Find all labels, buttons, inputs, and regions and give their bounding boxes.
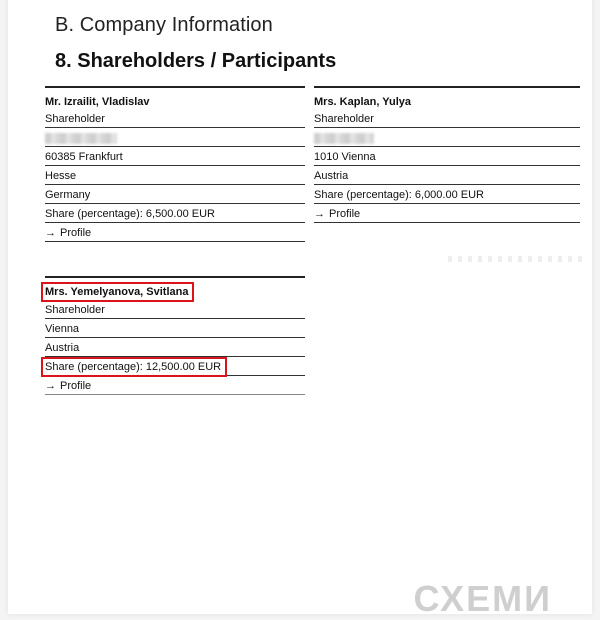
blurred-address-icon — [45, 133, 117, 144]
shareholder-city: 60385 Frankfurt — [45, 147, 305, 166]
shareholder-role: Shareholder — [45, 109, 305, 128]
section-title: B. Company Information — [55, 14, 273, 36]
shareholder-name-wrap — [45, 278, 305, 300]
redacted-address — [45, 128, 305, 147]
shareholder-share: Share (percentage): 12,500.00 EUR — [43, 359, 225, 375]
shareholder-card-3 — [45, 276, 305, 395]
shareholder-card-2 — [314, 86, 580, 223]
profile-link-label: Profile — [60, 227, 92, 239]
profile-link-label: Profile — [329, 208, 361, 220]
shareholder-share: Share (percentage): 6,000.00 EUR — [314, 185, 580, 204]
subsection-title: 8. Shareholders / Participants — [55, 50, 337, 72]
shareholder-city: Vienna — [45, 319, 305, 338]
profile-link[interactable] — [45, 375, 305, 395]
shareholder-name: Mrs. Kaplan, Yulya — [314, 96, 412, 108]
shareholder-country: Germany — [45, 185, 305, 204]
watermark-logo: СХЕМИ — [413, 578, 552, 619]
shareholder-region: Hesse — [45, 166, 305, 185]
profile-link[interactable] — [314, 204, 580, 223]
shareholder-country: Austria — [314, 166, 580, 185]
shareholder-card-1 — [45, 86, 305, 242]
shareholder-name: Mrs. Yemelyanova, Svitlana — [43, 284, 192, 300]
shareholder-share-wrap — [45, 357, 305, 375]
blurred-address-icon — [314, 133, 374, 144]
redacted-address — [314, 128, 580, 147]
shareholder-role: Shareholder — [314, 109, 580, 128]
shareholder-name: Mr. Izrailit, Vladislav — [45, 96, 150, 108]
shareholder-share: Share (percentage): 6,500.00 EUR — [45, 204, 305, 223]
scan-noise — [448, 256, 588, 262]
profile-link-label: Profile — [60, 380, 92, 392]
document-page — [8, 0, 592, 619]
shareholder-country: Austria — [45, 338, 305, 357]
arrow-right-icon: → — [45, 380, 56, 392]
profile-link[interactable] — [45, 223, 305, 242]
shareholder-role: Shareholder — [45, 300, 305, 319]
shareholder-city: 1010 Vienna — [314, 147, 580, 166]
arrow-right-icon: → — [314, 208, 325, 220]
arrow-right-icon: → — [45, 227, 56, 239]
